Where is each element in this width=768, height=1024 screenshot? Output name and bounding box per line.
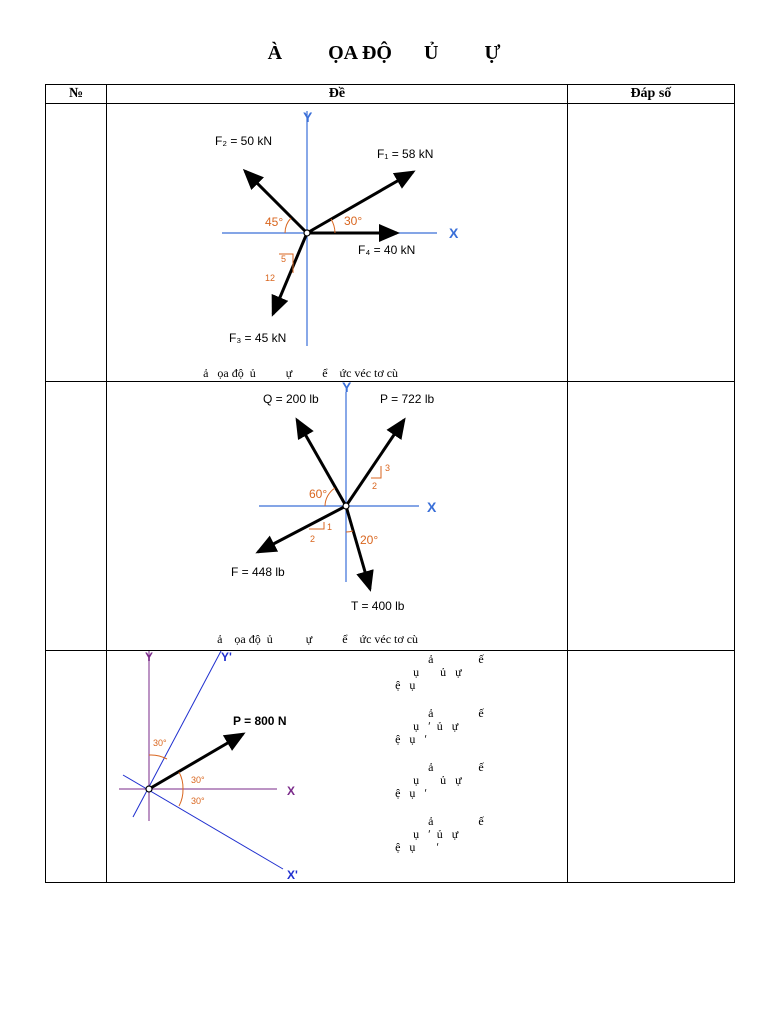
problem-caption: ả ọa độ ủ ự ể ức véc tơ cù bbox=[203, 366, 399, 380]
x-prime-axis-label: X' bbox=[287, 868, 298, 882]
x-axis-label: X bbox=[287, 784, 296, 798]
origin-point bbox=[304, 230, 310, 236]
slope-12-label: 12 bbox=[265, 273, 276, 283]
angle-arc-3 bbox=[179, 789, 183, 806]
problem-caption: ả ọa độ ủ ự ể ức véc tơ cù bbox=[217, 632, 419, 646]
angle-arc-45 bbox=[285, 218, 291, 233]
answer-cell bbox=[567, 104, 734, 382]
row-number-cell bbox=[46, 651, 107, 883]
row-number-cell bbox=[46, 382, 107, 651]
header-problem: Đề bbox=[107, 85, 568, 104]
slope-5-label: 5 bbox=[281, 254, 287, 264]
angle-30-label: 30° bbox=[344, 214, 363, 228]
force-diagram-3 bbox=[107, 651, 387, 883]
problem-cell bbox=[107, 104, 568, 382]
force-f3-label: F₃ = 45 kN bbox=[229, 331, 287, 345]
problem-note-3: ả ế ụ ủ ự ệ ụ ʹ bbox=[395, 760, 484, 800]
force-f4-label: F₄ = 40 kN bbox=[358, 243, 416, 257]
row-number-cell bbox=[46, 104, 107, 382]
force-f2-label: F₂ = 50 kN bbox=[215, 134, 273, 148]
force-p-arrow bbox=[346, 420, 404, 506]
title-part-3: Ủ bbox=[423, 42, 439, 64]
problem-note-1: ả ế ụ ủ ự ệ ụ bbox=[395, 652, 484, 692]
force-t-arrow bbox=[346, 506, 370, 589]
angle-arc-2 bbox=[179, 772, 183, 789]
problem-cell bbox=[107, 382, 568, 651]
slope-2b-label: 2 bbox=[310, 534, 316, 544]
answer-cell bbox=[567, 651, 734, 883]
header-no: № bbox=[46, 85, 107, 104]
force-p-label: P = 800 N bbox=[233, 714, 287, 728]
y-axis-label: Y bbox=[303, 109, 313, 125]
force-diagram-2 bbox=[107, 382, 567, 650]
y-axis-label: Y bbox=[145, 651, 154, 664]
force-f1-label: F₁ = 58 kN bbox=[377, 147, 434, 161]
table-row bbox=[46, 104, 735, 382]
angle-arc-30 bbox=[331, 219, 335, 233]
answer-cell bbox=[567, 382, 734, 651]
angle-20-label: 20° bbox=[360, 533, 379, 547]
angle-60-label: 60° bbox=[309, 487, 328, 501]
y-axis-label: Y bbox=[342, 382, 352, 395]
title-part-4: Ự bbox=[484, 42, 501, 64]
angle-label-1: 30° bbox=[153, 738, 167, 748]
angle-label-3: 30° bbox=[191, 796, 205, 806]
problem-cell bbox=[107, 651, 568, 883]
origin-point bbox=[146, 786, 152, 792]
force-diagram-1 bbox=[107, 86, 567, 364]
problem-note-2: ả ế ụ ʹ ủ ự ệ ụ ʹ bbox=[395, 706, 484, 746]
force-f3-arrow bbox=[273, 233, 307, 314]
force-q-label: Q = 200 lb bbox=[263, 392, 319, 406]
slope-1-label: 1 bbox=[327, 522, 333, 532]
header-answer: Đáp số bbox=[567, 85, 734, 104]
force-p-label: P = 722 lb bbox=[380, 392, 435, 406]
slope-2a-label: 2 bbox=[372, 481, 378, 491]
y-prime-axis-label: Y' bbox=[221, 651, 232, 664]
x-axis-label: X bbox=[427, 499, 437, 515]
slope-3-label: 3 bbox=[385, 463, 391, 473]
force-f-arrow bbox=[258, 506, 346, 552]
problem-note-4: ả ế ụ ʹ ủ ự ệ ụ ʹ bbox=[395, 814, 484, 854]
table-row bbox=[46, 382, 735, 651]
angle-label-2: 30° bbox=[191, 775, 205, 785]
force-f-label: F = 448 lb bbox=[231, 565, 285, 579]
origin-point bbox=[343, 503, 349, 509]
table-row bbox=[46, 651, 735, 883]
angle-45-label: 45° bbox=[265, 215, 284, 229]
document-title bbox=[0, 42, 768, 65]
exercise-table bbox=[45, 84, 735, 883]
title-part-2: ỌA ĐỘ bbox=[328, 42, 392, 64]
force-t-label: T = 400 lb bbox=[351, 599, 405, 613]
title-part-1: À bbox=[267, 42, 283, 64]
y-prime-axis bbox=[133, 651, 221, 817]
x-axis-label: X bbox=[449, 225, 459, 241]
